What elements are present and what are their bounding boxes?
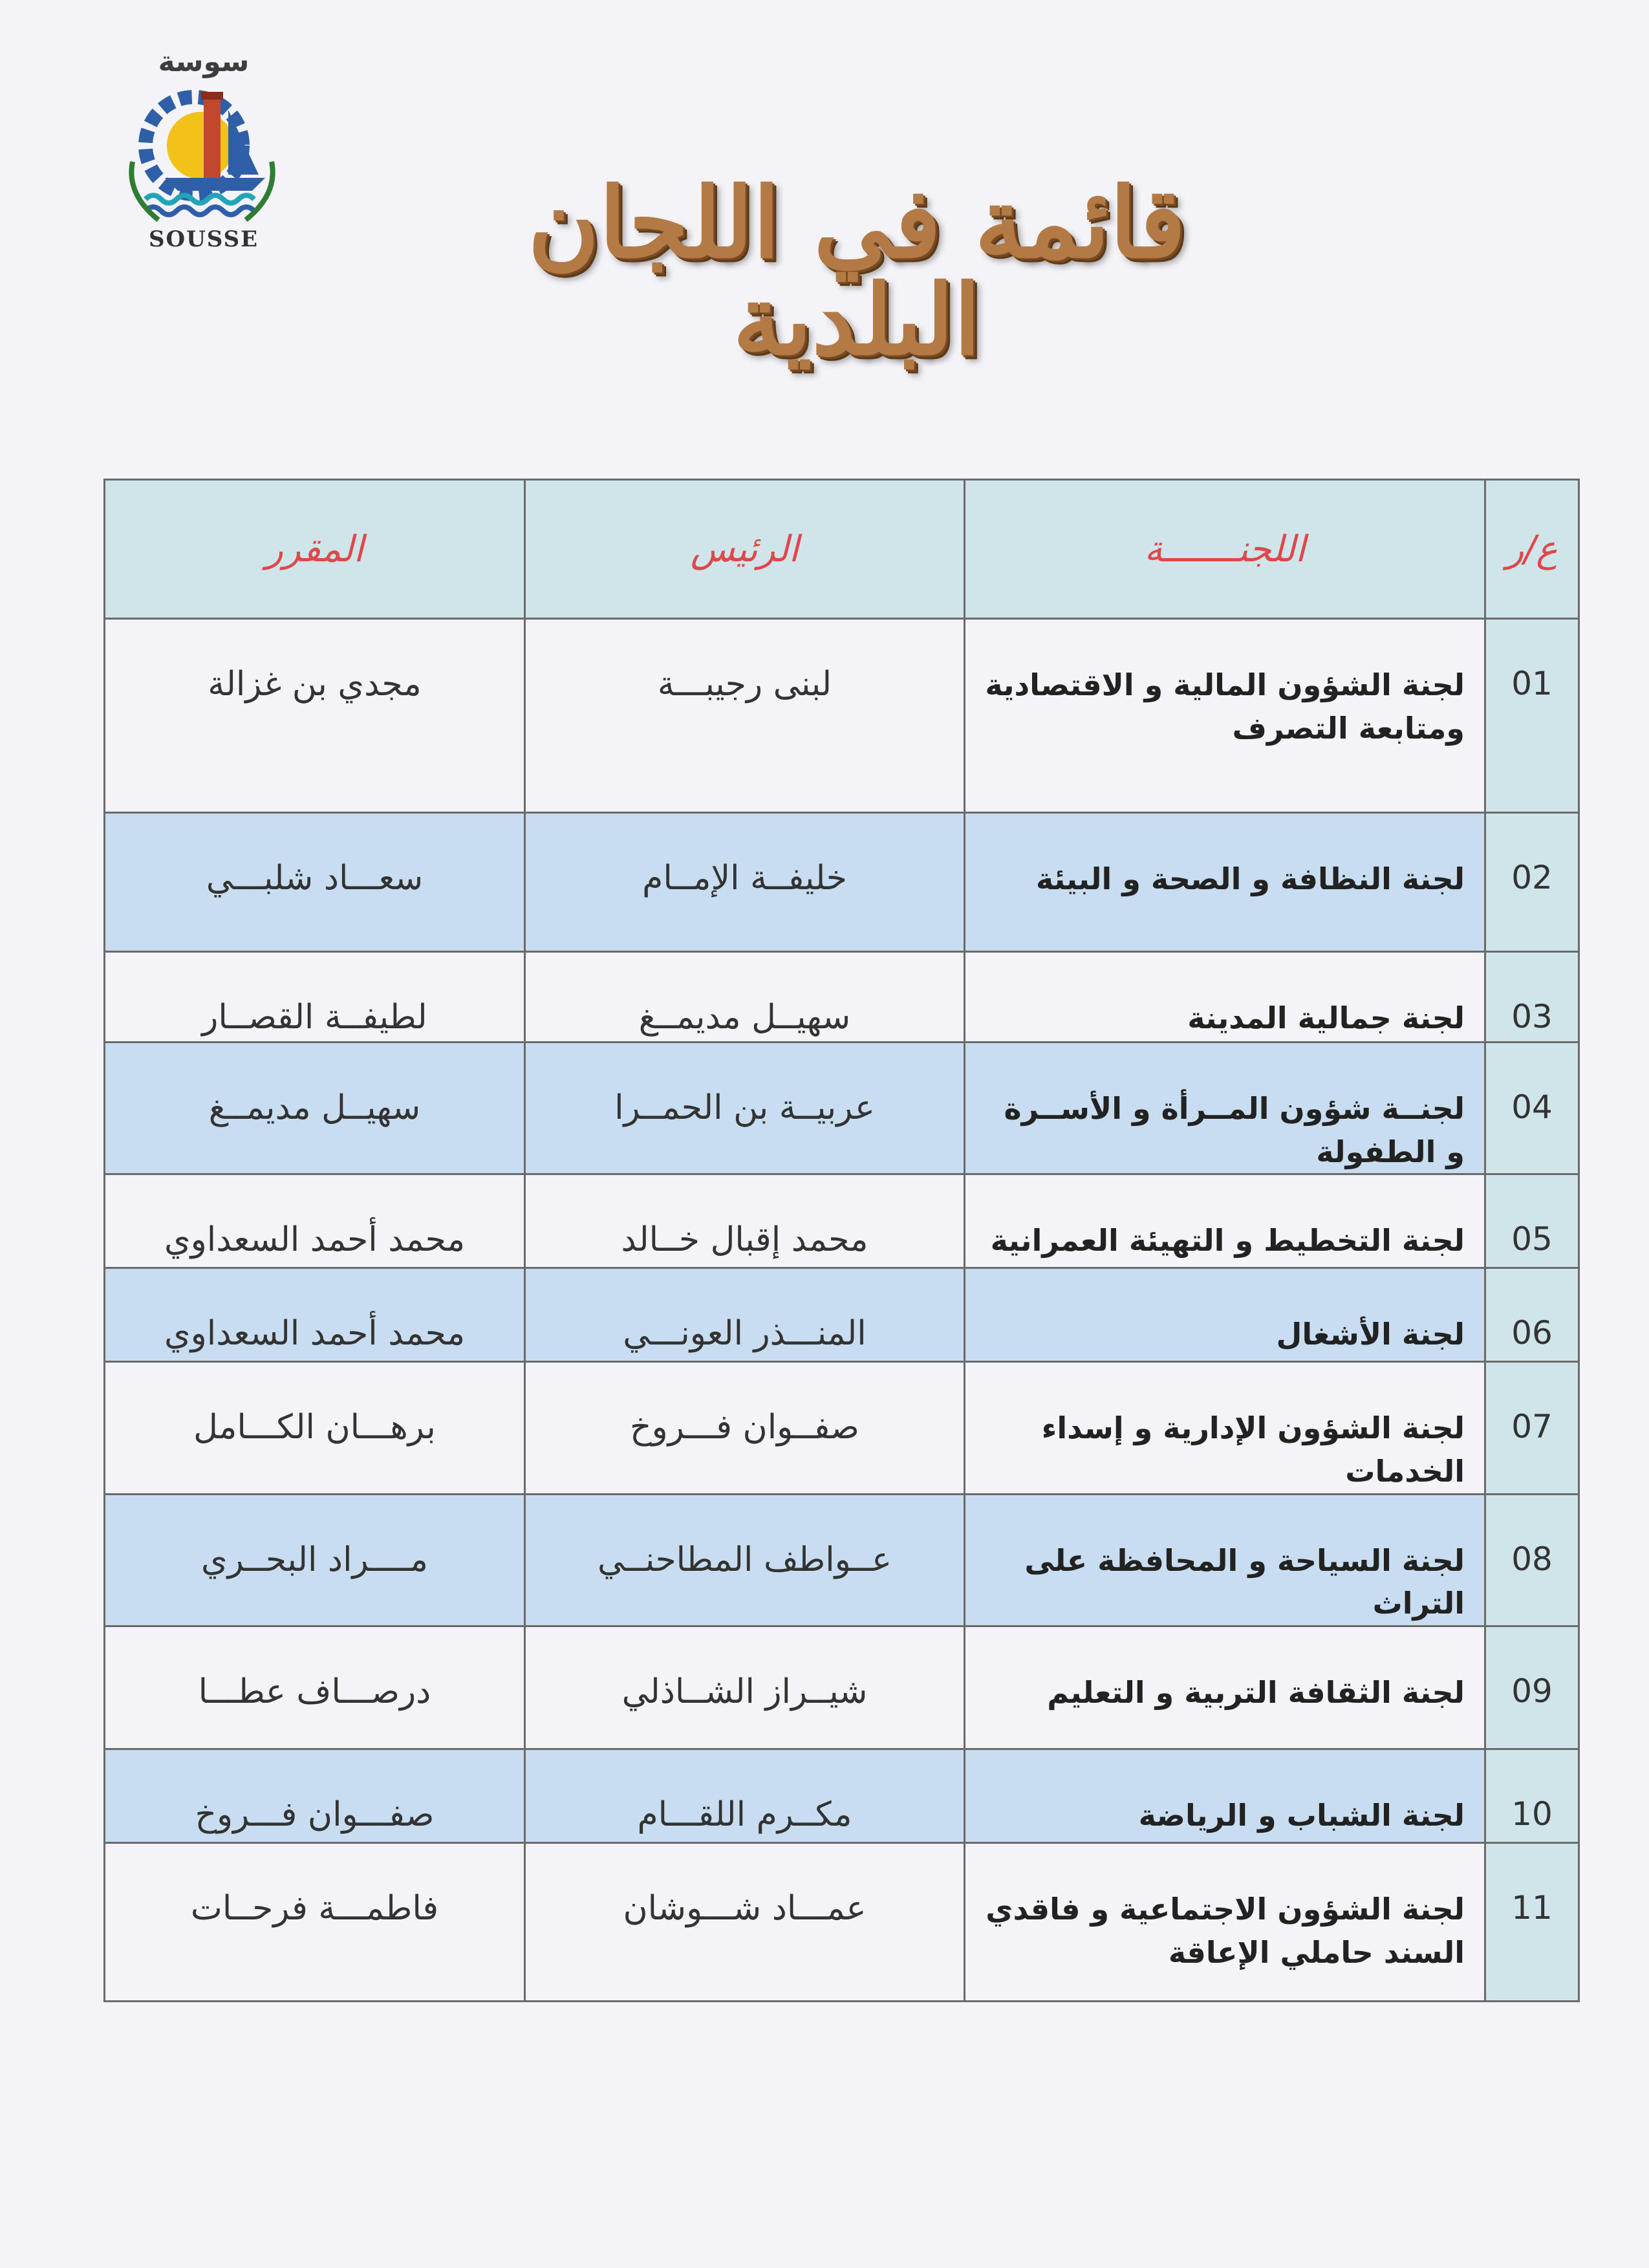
logo-emblem-icon — [120, 84, 288, 226]
header-rapporteur: المقرر — [105, 480, 525, 619]
table-row — [105, 619, 1579, 813]
row-number: 03 — [1485, 952, 1579, 1042]
rapporteur-name: مــــراد البحــري — [105, 1494, 525, 1626]
rapporteur-name: سعـــاد شلبـــي — [105, 813, 525, 952]
president-name: عمـــاد شـــوشان — [525, 1843, 965, 2002]
row-number: 07 — [1485, 1362, 1579, 1494]
row-number: 04 — [1485, 1042, 1579, 1174]
president-name: المنـــذر العونـــي — [525, 1268, 965, 1362]
row-number: 09 — [1485, 1626, 1579, 1749]
row-number: 06 — [1485, 1268, 1579, 1362]
committee-name: لجنة الشؤون الاجتماعية و فاقدي السند حاملي الإعاقة — [965, 1843, 1485, 2002]
table-row — [105, 1626, 1579, 1749]
president-name: مكــرم اللقـــام — [525, 1749, 965, 1843]
committee-name: لجنة جمالية المدينة — [965, 952, 1485, 1042]
table-row — [105, 1362, 1579, 1494]
rapporteur-name: محمد أحمد السعداوي — [105, 1268, 525, 1362]
committees-table — [103, 479, 1580, 2002]
row-number: 05 — [1485, 1174, 1579, 1268]
row-number: 08 — [1485, 1494, 1579, 1626]
table-row — [105, 952, 1579, 1042]
table-row — [105, 1042, 1579, 1174]
rapporteur-name: درصـــاف عطـــا — [105, 1626, 525, 1749]
committee-name: لجنة الشباب و الرياضة — [965, 1749, 1485, 1843]
table-row — [105, 813, 1579, 952]
president-name: لبنى رجيبـــة — [525, 619, 965, 813]
row-number: 10 — [1485, 1749, 1579, 1843]
logo-arabic-text: سوسة — [158, 45, 250, 78]
committee-name: لجنة السياحة و المحافظة على التراث — [965, 1494, 1485, 1626]
row-number: 11 — [1485, 1843, 1579, 2002]
table-row — [105, 1268, 1579, 1362]
president-name: عربيــة بن الحمــرا — [525, 1042, 965, 1174]
sousse-logo — [120, 45, 288, 265]
table-row — [105, 1749, 1579, 1843]
logo-latin-text: SOUSSE — [148, 226, 259, 252]
committee-name: لجنــة شؤون المــرأة و الأســرة و الطفولة — [965, 1042, 1485, 1174]
header-committee: اللجنـــــــة — [965, 480, 1485, 619]
table-row — [105, 1494, 1579, 1626]
header-president: الرئيس — [525, 480, 965, 619]
row-number: 02 — [1485, 813, 1579, 952]
president-name: شيــراز الشــاذلي — [525, 1626, 965, 1749]
committee-name: لجنة التخطيط و التهيئة العمرانية — [965, 1174, 1485, 1268]
president-name: عــواطف المطاحنــي — [525, 1494, 965, 1626]
president-name: خليفــة الإمــام — [525, 813, 965, 952]
rapporteur-name: محمد أحمد السعداوي — [105, 1174, 525, 1268]
committee-name: لجنة الشؤون الإدارية و إسداء الخدمات — [965, 1362, 1485, 1494]
committee-name: لجنة النظافة و الصحة و البيئة — [965, 813, 1485, 952]
header-number: ع/ر — [1485, 480, 1579, 619]
rapporteur-name: برهـــان الكـــامل — [105, 1362, 525, 1494]
rapporteur-name: مجدي بن غزالة — [105, 619, 525, 813]
rapporteur-name: صفـــوان فـــروخ — [105, 1749, 525, 1843]
rapporteur-name: فاطمـــة فرحــات — [105, 1843, 525, 2002]
table-body — [105, 619, 1579, 2002]
president-name: سهيــل مديمــغ — [525, 952, 965, 1042]
president-name: محمد إقبال خــالد — [525, 1174, 965, 1268]
page-title: قائمة في اللجان البلدية — [528, 166, 1186, 377]
table-row — [105, 1174, 1579, 1268]
row-number: 01 — [1485, 619, 1579, 813]
committee-name: لجنة الثقافة التربية و التعليم — [965, 1626, 1485, 1749]
committee-name: لجنة الشؤون المالية و الاقتصادية ومتابعة التصرف — [965, 619, 1485, 813]
table-row — [105, 1843, 1579, 2002]
rapporteur-name: لطيفــة القصــار — [105, 952, 525, 1042]
table-header-row — [105, 480, 1579, 619]
president-name: صفــوان فـــروخ — [525, 1362, 965, 1494]
committee-name: لجنة الأشغال — [965, 1268, 1485, 1362]
rapporteur-name: سهيــل مديمــغ — [105, 1042, 525, 1174]
